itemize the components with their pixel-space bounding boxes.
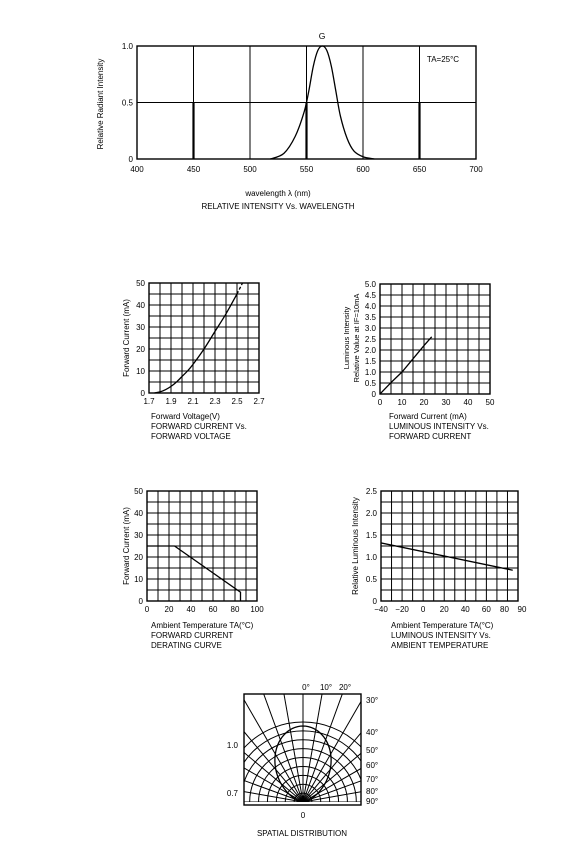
spatial-center-label: 0 — [300, 811, 306, 820]
lum_current-y-tick-8: 4.0 — [364, 302, 376, 311]
derating-x-tick-5: 100 — [250, 605, 264, 614]
iv-x-tick-3: 2.3 — [209, 397, 221, 406]
spatial-angle-right-4: 70° — [366, 775, 379, 784]
derating-title-line-1: FORWARD CURRENT — [151, 631, 234, 640]
spectrum-x-ticks — [130, 165, 483, 174]
luminous-current-title-line-1: LUMINOUS INTENSITY Vs. — [389, 422, 489, 431]
spatial-polar-grid — [175, 674, 431, 802]
spectrum-x-axis-label: wavelength λ (nm) — [245, 189, 311, 198]
derating-y-axis-label: Forward Current (mA) — [122, 507, 131, 585]
iv-x-tick-1: 1.9 — [165, 397, 177, 406]
spectrum-x-tick-2: 500 — [243, 165, 257, 174]
spatial-angle-right-2: 50° — [366, 746, 379, 755]
derating-y-tick-5: 50 — [134, 487, 143, 496]
lum_current-x-tick-0: 0 — [377, 398, 383, 407]
luminous-temp-x-ticks — [374, 605, 527, 614]
spectrum-x-tick-0: 400 — [130, 165, 144, 174]
luminous-temp-x-axis-label: Ambient Temperature TA(°C) — [391, 621, 494, 630]
spectrum-y-axis-label: Relative Radiant Intensity — [96, 58, 105, 150]
iv-title-line-1: FORWARD CURRENT Vs. — [151, 422, 247, 431]
derating-title-line-2: DERATING CURVE — [151, 641, 222, 650]
lum_temp-x-tick-2: 0 — [420, 605, 426, 614]
luminous-current-title-line-2: FORWARD CURRENT — [389, 432, 472, 441]
derating-y-ticks — [134, 487, 143, 606]
spatial-angle-top-0: 0° — [302, 683, 310, 692]
iv-x-tick-0: 1.7 — [143, 397, 155, 406]
iv-y-tick-1: 10 — [136, 367, 145, 376]
lum_current-y-tick-3: 1.5 — [364, 357, 376, 366]
lum_temp-y-tick-5: 2.5 — [365, 487, 377, 496]
luminous-temp-title-line-2: AMBIENT TEMPERATURE — [391, 641, 489, 650]
iv-grid — [149, 283, 259, 393]
lum_temp-y-tick-0: 0 — [372, 597, 377, 606]
iv-curve-extension — [237, 283, 243, 294]
lum_temp-x-tick-0: −40 — [374, 605, 388, 614]
spectrum-thick-marks — [194, 103, 420, 160]
spectrum-chart — [96, 31, 483, 211]
lum_current-y-tick-2: 1.0 — [364, 368, 376, 377]
iv-curve — [155, 294, 238, 393]
lum_current-x-tick-4: 40 — [463, 398, 473, 407]
derating-chart — [122, 487, 264, 650]
lum_current-x-tick-2: 20 — [419, 398, 429, 407]
derating-x-axis-label: Ambient Temperature TA(°C) — [151, 621, 254, 630]
luminous-current-y-axis-label-1: Luminous Intensity — [342, 306, 351, 370]
derating-y-tick-0: 0 — [138, 597, 143, 606]
spectrum-temperature-annotation: TA=25°C — [426, 55, 460, 64]
lum_current-x-tick-5: 50 — [485, 398, 495, 407]
lum_temp-x-tick-6: 80 — [500, 605, 509, 614]
luminous-temp-title-line-1: LUMINOUS INTENSITY Vs. — [391, 631, 491, 640]
spectrum-x-tick-1: 450 — [186, 165, 201, 174]
iv-y-axis-label: Forward Current (mA) — [122, 299, 131, 377]
iv-chart — [122, 279, 265, 441]
luminous-current-chart — [342, 280, 495, 441]
spectrum-series-label: G — [318, 31, 326, 41]
lum_current-y-tick-10: 5.0 — [364, 280, 376, 289]
luminous-current-y-axis-label-2: Relative Value at IF=10mA — [352, 293, 361, 383]
derating-y-tick-4: 40 — [134, 509, 143, 518]
derating-x-tick-3: 60 — [208, 605, 218, 614]
iv-y-tick-2: 20 — [136, 345, 145, 354]
spectrum-y-tick-1: 0.5 — [121, 98, 133, 108]
spectrum-y-tick-0: 0 — [128, 155, 133, 164]
spatial-angle-top-1: 10° — [319, 683, 333, 692]
lum_temp-x-tick-1: −20 — [395, 605, 409, 614]
iv-x-ticks — [143, 397, 265, 406]
spatial-angle-right-6: 90° — [366, 797, 379, 806]
spatial-distribution-chart — [175, 674, 431, 838]
spatial-radius-label-0-7: 0.7 — [226, 789, 238, 798]
derating-x-tick-0: 0 — [144, 605, 150, 614]
iv-x-axis-label: Forward Voltage(V) — [151, 412, 220, 421]
lum_temp-y-tick-3: 1.5 — [365, 531, 377, 540]
lum_temp-x-tick-3: 20 — [439, 605, 449, 614]
lum_temp-y-tick-4: 2.0 — [365, 509, 377, 518]
luminous-current-y-ticks — [365, 280, 377, 399]
luminous-temp-y-ticks — [366, 487, 378, 606]
spatial-angle-right-0: 30° — [366, 696, 379, 705]
lum_temp-y-tick-1: 0.5 — [365, 575, 377, 584]
luminous-current-x-axis-label: Forward Current (mA) — [389, 412, 467, 421]
derating-x-tick-2: 40 — [186, 605, 196, 614]
spatial-angle-right-5: 80° — [366, 787, 379, 796]
iv-x-tick-4: 2.5 — [231, 397, 243, 406]
spatial-angle-right-3: 60° — [366, 761, 379, 770]
lum_current-y-tick-5: 2.5 — [364, 335, 376, 344]
spatial-angle-right-1: 40° — [366, 728, 379, 737]
spatial-radius-label-1: 1.0 — [226, 741, 238, 750]
spatial-title: SPATIAL DISTRIBUTION — [256, 829, 348, 838]
iv-y-tick-4: 40 — [136, 301, 145, 310]
spectrum-title: RELATIVE INTENSITY Vs. WAVELENGTH — [201, 202, 355, 211]
spectrum-x-tick-6: 700 — [469, 165, 483, 174]
spatial-angle-top-2: 20° — [338, 683, 352, 692]
iv-y-tick-0: 0 — [140, 389, 145, 398]
lum_current-y-tick-4: 2.0 — [364, 346, 376, 355]
derating-curve — [147, 546, 241, 601]
iv-title-line-2: FORWARD VOLTAGE — [151, 432, 231, 441]
lum_temp-y-tick-2: 1.0 — [365, 553, 377, 562]
iv-y-tick-5: 50 — [136, 279, 145, 288]
luminous-current-x-ticks — [378, 398, 495, 407]
derating-y-tick-3: 30 — [134, 531, 143, 540]
spectrum-x-tick-5: 650 — [412, 165, 427, 174]
spectrum-y-tick-2: 1.0 — [121, 42, 133, 51]
lum_current-x-tick-1: 10 — [397, 398, 407, 407]
lum_current-y-tick-7: 3.5 — [364, 313, 376, 322]
spatial-inner — [175, 674, 431, 802]
lum_current-y-tick-9: 4.5 — [364, 291, 376, 300]
luminous-temp-y-axis-label: Relative Luminous Intensity — [351, 497, 360, 595]
iv-x-tick-5: 2.7 — [253, 397, 265, 406]
luminous-temp-chart — [351, 487, 527, 650]
derating-y-tick-2: 20 — [134, 553, 143, 562]
derating-x-ticks — [145, 605, 264, 614]
lum_current-y-tick-6: 3.0 — [364, 324, 376, 333]
lum_temp-x-tick-4: 40 — [460, 605, 470, 614]
lum_current-y-tick-1: 0.5 — [364, 379, 376, 388]
spectrum-y-ticks — [122, 42, 134, 164]
spectrum-x-tick-4: 600 — [356, 165, 370, 174]
derating-x-tick-1: 20 — [164, 605, 174, 614]
luminous-temp-grid — [381, 491, 518, 601]
lum_current-y-tick-0: 0 — [371, 390, 376, 399]
iv-y-tick-3: 30 — [136, 323, 145, 332]
spectrum-x-tick-3: 550 — [299, 165, 314, 174]
derating-x-tick-4: 80 — [230, 605, 240, 614]
lum_current-x-tick-3: 30 — [441, 398, 451, 407]
lum_temp-x-tick-7: 90 — [517, 605, 527, 614]
derating-y-tick-1: 10 — [134, 575, 143, 584]
iv-x-tick-2: 2.1 — [187, 397, 199, 406]
lum_temp-x-tick-5: 60 — [481, 605, 491, 614]
iv-y-ticks — [136, 279, 145, 398]
